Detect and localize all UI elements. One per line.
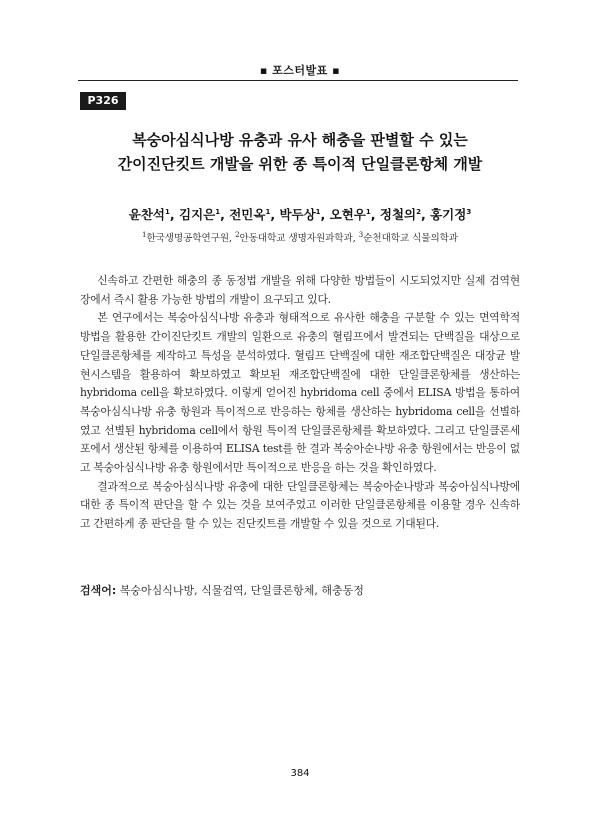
paper-title	[60, 128, 540, 176]
affiliation-mark: 3	[358, 230, 364, 239]
author-name: 박두상	[279, 207, 316, 222]
section-tag: ▪ 포스터발표 ▪	[259, 64, 341, 77]
author-name: 정철의	[379, 207, 417, 222]
header-divider	[78, 80, 518, 81]
title-line-1: 복숭아심식나방 유충과 유사 해충을 판별할 수 있는	[132, 131, 468, 149]
abstract-paragraph: 결과적으로 복숭아심식나방 유충에 대한 단일클론항체는 복숭아순나방과 복숭아심식나방에 대한 종 특이적 판단을 할 수 있는 것을 보여주었고 이러한 단일클론항체를 이용할 경우 신속하고 간편하게 종 판단을 할 수 있는 진단킷트를 개발할 수 있을 것으로 기대된다.	[80, 479, 520, 531]
page-number: 384	[290, 768, 310, 779]
keywords-line	[80, 582, 520, 598]
author-name: 홍기정	[430, 207, 467, 222]
author-affiliation-mark: 1	[215, 207, 221, 216]
affiliation-list: $^1$한국생명공학연구원, $^2$안동대학교 생명자원과학과, $^3$순천대학교 식물의학과	[141, 230, 459, 244]
abstract-body	[80, 272, 520, 534]
author-name: 오현우	[329, 207, 366, 222]
abstract-paragraph: 본 연구에서는 복숭아심식나방 유충과 형태적으로 유사한 해충을 구분할 수 있는 면역학적 방법을 활용한 간이진단킷트 개발의 일환으로 유충의 혈림프에서 발견되는 단백질을 대상으로 단일클론항체를 제작하고 특성을 분석하였다. 혈림프 단백질에 대한 재조합단백질은 대장균 발현시스템을 활용하여 확보하였고 확보된 재조합단백질에 대한 단일클론항체를 생산하는 hybridoma cell을 확보하였다. 이렇게 얻어진 hybridoma cell 중에서 ELISA 방법을 통하여 복숭아심식나방 유충 항원과 특이적으로 반응하는 항체를 생산하는 hybridoma cell을 선별하였고 선별된 hybridoma cell에서 항원 특이적 단일클론항체를 확보하였다. 그리고 단일클론세포에서 생산된 항체를 이용하여 ELISA test를 한 결과 복숭아순나방 유충 항원에서는 반응이 없고 복숭아심식나방 유충 항원에서만 특이적으로 반응을 하는 것을 확인하였다.	[80, 311, 520, 475]
affiliation-text: 한국생명공학연구원	[146, 233, 230, 244]
author-name: 김지은	[179, 207, 216, 222]
author-affiliation-mark: 1	[265, 207, 271, 216]
title-line-2: 간이진단킷트 개발을 위한 종 특이적 단일클론항체 개발	[117, 155, 483, 173]
author-name: 전민옥	[229, 207, 266, 222]
poster-id-badge: P326	[80, 92, 126, 110]
abstract-paragraph: 신속하고 간편한 해충의 종 동정법 개발을 위해 다양한 방법들이 시도되었지만 실제 검역현장에서 즉시 활용 가능한 방법의 개발이 요구되고 있다.	[80, 274, 520, 306]
author-list: 윤찬석$^1$, 김지은$^1$, 전민옥$^1$, 박두상$^1$, 오현우$^1$, 정철의$^2$, 홍기정$^3$	[128, 207, 472, 222]
affiliation-text: 순천대학교 식물의학과	[363, 233, 459, 244]
affiliation-mark: 1	[141, 230, 147, 239]
author-affiliation-mark: 1	[165, 207, 170, 216]
affiliation-text: 안동대학교 생명자원과학과	[239, 233, 353, 244]
author-affiliation-mark: 2	[416, 207, 421, 216]
keywords-label: 검색어:	[80, 584, 117, 597]
author-affiliation-mark: 3	[466, 207, 472, 216]
author-affiliation-mark: 1	[315, 207, 321, 216]
keywords-text: 복숭아심식나방, 식물검역, 단일클론항체, 해충동정	[119, 584, 364, 597]
affiliation-mark: 2	[235, 230, 240, 239]
author-name: 윤찬석	[128, 207, 166, 222]
author-affiliation-mark: 1	[365, 207, 371, 216]
